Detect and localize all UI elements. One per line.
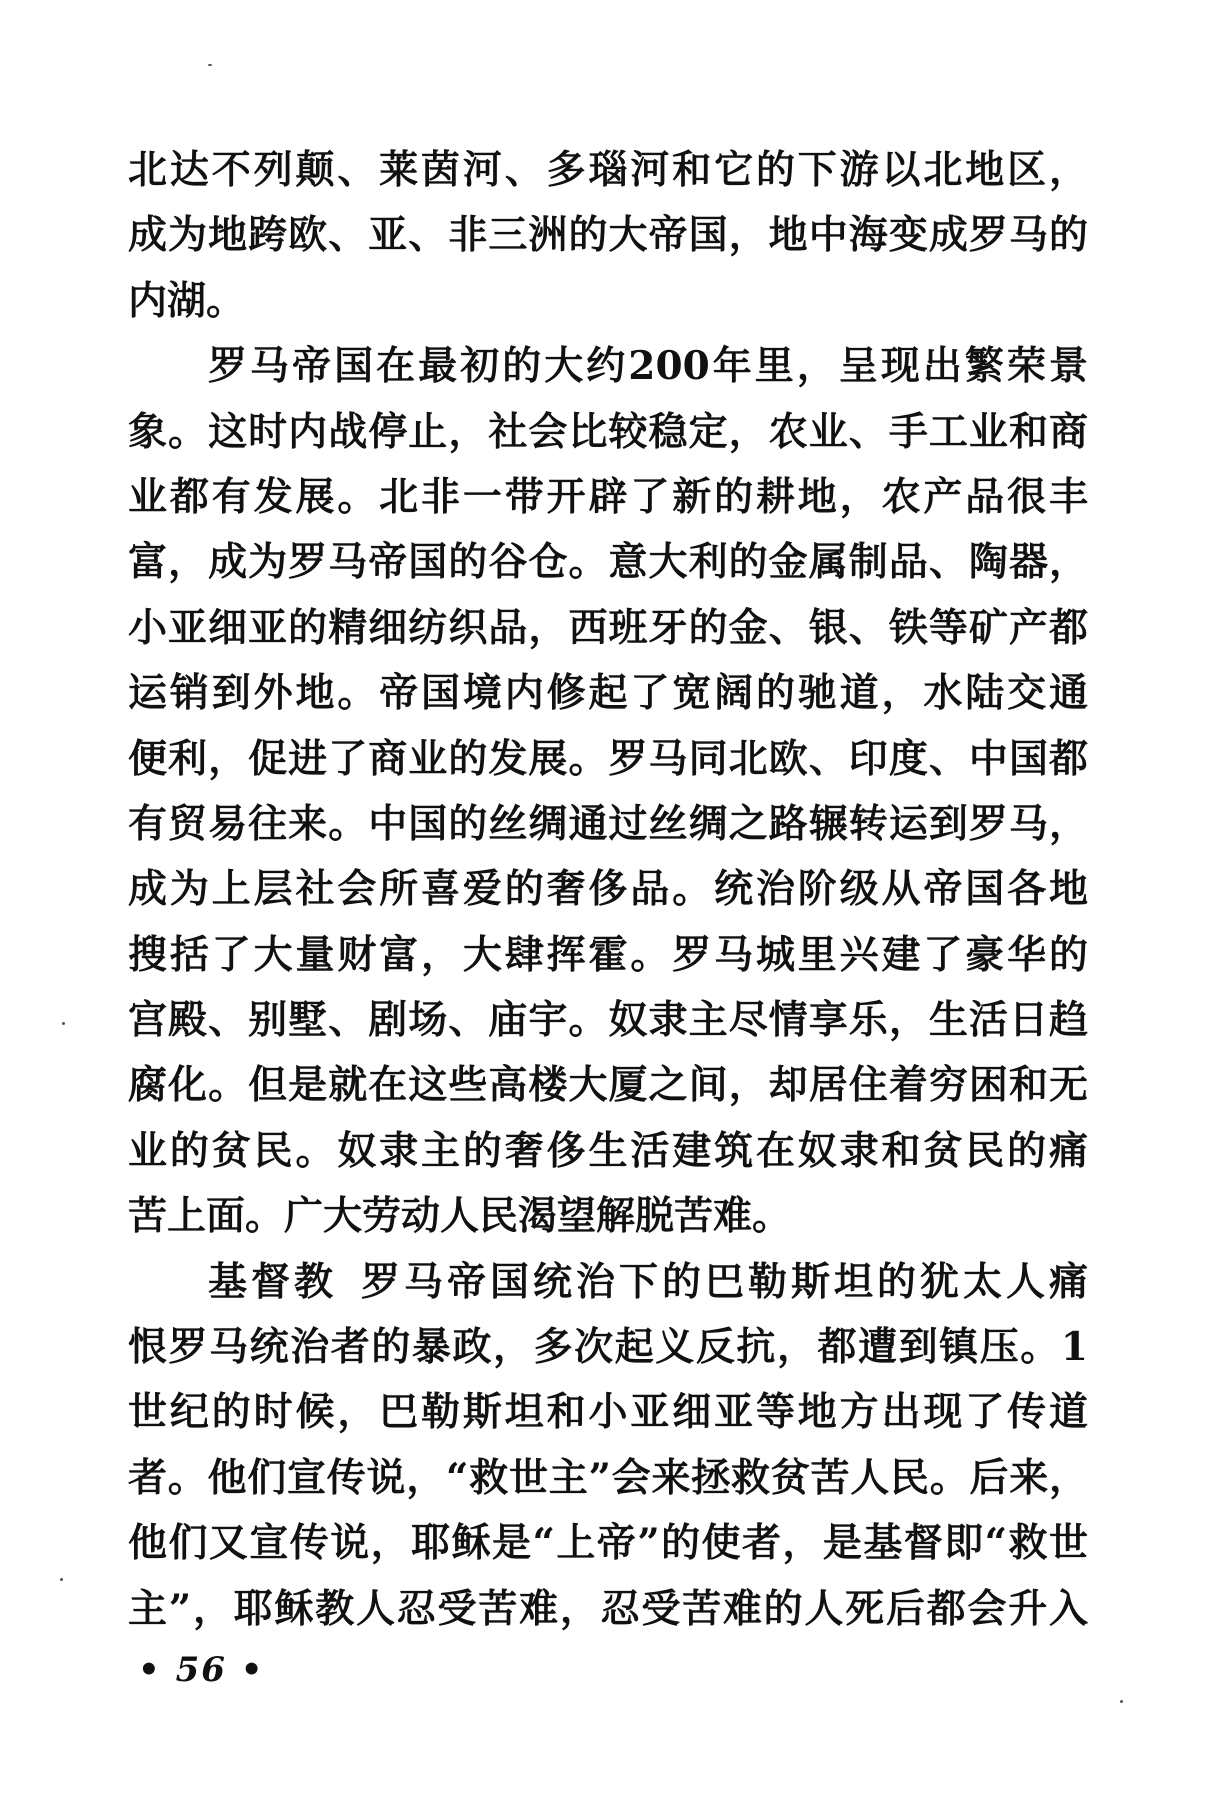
text-line: 北达不列颠、莱茵河、多瑙河和它的下游以北地区， xyxy=(128,147,1088,193)
text-line: 成为上层社会所喜爱的奢侈品。统治阶级从帝国各地 xyxy=(128,866,1088,913)
text-line: 业都有发展。北非一带开辟了新的耕地，农产品很丰 xyxy=(128,473,1088,520)
text-line: 象。这时内战停止，社会比较稳定，农业、手工业和商 xyxy=(128,408,1088,455)
body-text xyxy=(128,138,1088,1642)
text-line: 业的贫民。奴隶主的奢侈生活建筑在奴隶和贫民的痛 xyxy=(128,1127,1088,1174)
text-line: 便利，促进了商业的发展。罗马同北欧、印度、中国都 xyxy=(128,735,1088,782)
text-line: 搜括了大量财富，大肆挥霍。罗马城里兴建了豪华的 xyxy=(128,931,1088,978)
text-line: 世纪的时候，巴勒斯坦和小亚细亚等地方出现了传道 xyxy=(128,1389,1088,1436)
text-line: 苦上面。广大劳动人民渴望解脱苦难。 xyxy=(128,1193,792,1240)
text-line: 罗马帝国在最初的大约200年里，呈现出繁荣景 xyxy=(208,343,1088,390)
scan-speck xyxy=(1120,1700,1123,1703)
text-line: 者。他们宣传说，“救世主”会来拯救贫苦人民。后来， xyxy=(128,1454,1088,1501)
text-line: 恨罗马统治者的暴政，多次起义反抗，都遭到镇压。1 xyxy=(128,1324,1088,1371)
text-line: 宫殿、别墅、剧场、庙宇。奴隶主尽情享乐，生活日趋 xyxy=(128,997,1088,1044)
scan-speck xyxy=(208,64,212,66)
section-heading: 基督教 xyxy=(208,1258,337,1305)
scan-speck xyxy=(62,1022,65,1025)
text-line-continuation: 罗马帝国统治下的巴勒斯坦的犹太人痛 xyxy=(361,1258,1088,1305)
text-line: 有贸易往来。中国的丝绸通过丝绸之路辗转运到罗马， xyxy=(128,800,1088,847)
text-line: 主”，耶稣教人忍受苦难，忍受苦难的人死后都会升入 xyxy=(128,1585,1088,1632)
text-line: 小亚细亚的精细纺织品，西班牙的金、银、铁等矿产都 xyxy=(128,604,1088,651)
scan-speck xyxy=(60,1578,63,1581)
text-line: 成为地跨欧、亚、非三洲的大帝国，地中海变成罗马的 xyxy=(128,212,1088,259)
text-line: 运销到外地。帝国境内修起了宽阔的驰道，水陆交通 xyxy=(128,670,1088,717)
text-line: 富，成为罗马帝国的谷仓。意大利的金属制品、陶器， xyxy=(128,539,1088,586)
text-line: 内湖。 xyxy=(128,277,246,324)
section-heading-line xyxy=(128,1250,1088,1315)
text-line: 他们又宣传说，耶稣是“上帝”的使者，是基督即“救世 xyxy=(128,1520,1088,1567)
page-number: • 56 • xyxy=(138,1650,265,1690)
text-line: 腐化。但是就在这些高楼大厦之间，却居住着穷困和无 xyxy=(128,1062,1088,1109)
